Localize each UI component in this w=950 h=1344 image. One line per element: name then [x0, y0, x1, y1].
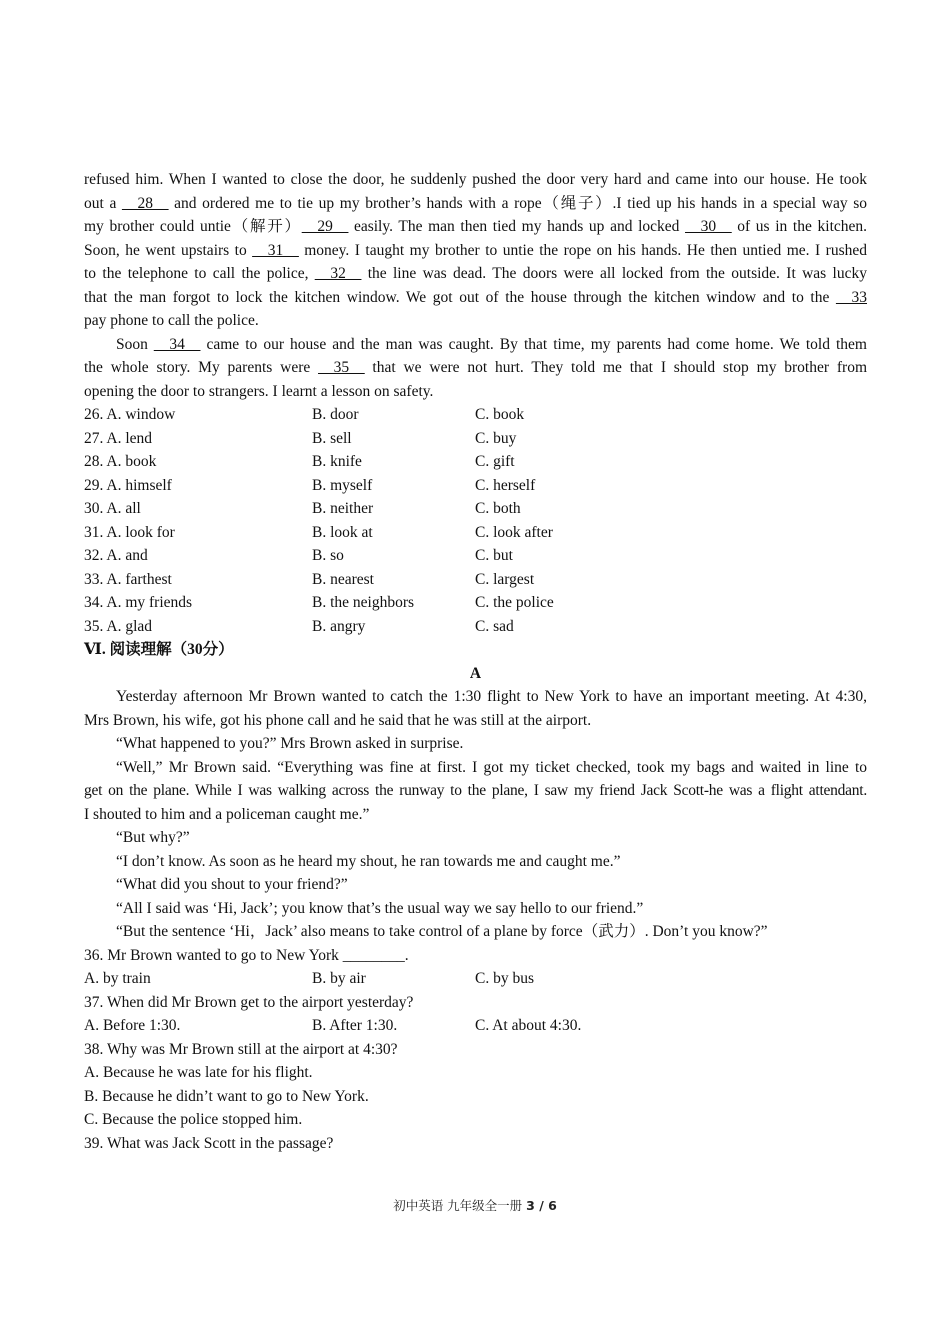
passage-line: “But the sentence ‘Hi，Jack’ also means to take control of a plane by force（武力）. Don’t you know?”	[116, 923, 768, 940]
cloze-passage	[84, 168, 867, 403]
blank-29: __29__	[301, 218, 349, 235]
question-39: 39. What was Jack Scott in the passage?	[84, 1134, 334, 1152]
passage-line: my brother could untie（解开）__29__ easily. The man then tied my hands up and locked __30__ of us in the kitchen.	[84, 218, 868, 235]
option-line: B. Because he didn’t want to go to New York.	[84, 1087, 369, 1105]
passage-line: out a __28__ and ordered me to tie up my brother’s hands with a rope（绳子）.I tied up his hands in a special way so	[84, 194, 868, 212]
question-36: 36. Mr Brown wanted to go to New York ________.	[84, 946, 409, 964]
passage-line: that the man forgot to lock the kitchen window. We got out of the house through the kitchen window and to the __33	[84, 288, 867, 306]
passage-line: “What happened to you?” Mrs Brown asked in surprise.	[116, 735, 464, 752]
passage-line: “I don’t know. As soon as he heard my shout, he ran towards me and caught me.”	[116, 852, 621, 870]
option-row: 32. A. and B. so C. but	[84, 547, 513, 564]
questions	[84, 944, 867, 1156]
passage-line: Soon, he went upstairs to __31__ money. I taught my brother to untie the rope on his hands. He then untied me. I rushed	[84, 241, 867, 259]
passage-line: Mrs Brown, his wife, got his phone call and he said that he was still at the airport.	[84, 711, 592, 729]
reading-passage-a	[84, 685, 867, 944]
option-row: 26. A. window B. door C. book	[84, 406, 525, 423]
blank-28: __28__	[122, 194, 169, 212]
option-row: 27. A. lend B. sell C. buy	[84, 429, 517, 447]
blank-32: __32__	[314, 265, 362, 282]
option-row: 33. A. farthest B. nearest C. largest	[84, 570, 535, 588]
page-content	[84, 168, 867, 1155]
passage-line: to the telephone to call the police, __32__ the line was dead. The doors were all locked from the outside. It was lucky	[84, 265, 867, 282]
passage-line: Soon __34__ came to our house and the man was caught. By that time, my parents had come home. We told them	[116, 335, 867, 353]
option-row: A. Before 1:30. B. After 1:30. C. At about 4:30.	[84, 1017, 582, 1034]
question-37: 37. When did Mr Brown get to the airport yesterday?	[84, 993, 414, 1011]
option-row: 31. A. look for B. look at C. look after	[84, 523, 553, 541]
passage-line: Yesterday afternoon Mr Brown wanted to catch the 1:30 flight to New York to have an important meeting. At 4:30,	[116, 688, 867, 705]
passage-line: “Well,” Mr Brown said. “Everything was fine at first. I got my ticket checked, took my bags and waited in line to	[116, 758, 867, 776]
blank-34: __34__	[153, 335, 201, 353]
passage-line: I shouted to him and a policeman caught me.”	[84, 805, 370, 823]
passage-line: “All I said was ‘Hi, Jack’; you know that’s the usual way we say hello to our friend.”	[116, 899, 644, 917]
blank-31: __31__	[252, 241, 299, 259]
option-row: 34. A. my friends B. the neighbors C. the police	[84, 594, 554, 611]
option-row: A. by train B. by air C. by bus	[84, 970, 534, 987]
option-row: 30. A. all B. neither C. both	[84, 500, 521, 517]
page-number: 3 / 6	[526, 1198, 557, 1213]
blank-30: __30__	[685, 218, 732, 235]
page-footer	[0, 1196, 950, 1214]
option-row: 28. A. book B. knife C. gift	[84, 453, 515, 470]
question-38: 38. Why was Mr Brown still at the airport at 4:30?	[84, 1040, 398, 1058]
option-row: 35. A. glad B. angry C. sad	[84, 617, 514, 635]
passage-line: pay phone to call the police.	[84, 312, 259, 329]
passage-line: the whole story. My parents were __35__ that we were not hurt. They told me that I should stop my brother from	[84, 359, 867, 376]
option-line: A. Because he was late for his flight.	[84, 1064, 313, 1081]
part-label: A	[469, 664, 482, 682]
passage-line: “But why?”	[116, 829, 190, 846]
option-row: 29. A. himself B. myself C. herself	[84, 476, 536, 494]
passage-line: opening the door to strangers. I learnt a lesson on safety.	[84, 382, 434, 400]
passage-line: get on the plane. While I was walking across the runway to the plane, I saw my friend Jack Scott-he was a flight attendant.	[84, 782, 867, 799]
passage-line: “What did you shout to your friend?”	[116, 876, 348, 893]
passage-line: refused him. When I wanted to close the door, he suddenly pushed the door very hard and came into our house. He took	[84, 171, 867, 188]
cloze-options	[84, 403, 867, 638]
footer-label: 初中英语 九年级全一册	[393, 1198, 527, 1213]
option-line: C. Because the police stopped him.	[84, 1111, 303, 1128]
section-title: Ⅵ. 阅读理解（30分）	[84, 641, 234, 658]
blank-33: __33	[836, 288, 867, 306]
blank-35: __35__	[318, 359, 365, 376]
